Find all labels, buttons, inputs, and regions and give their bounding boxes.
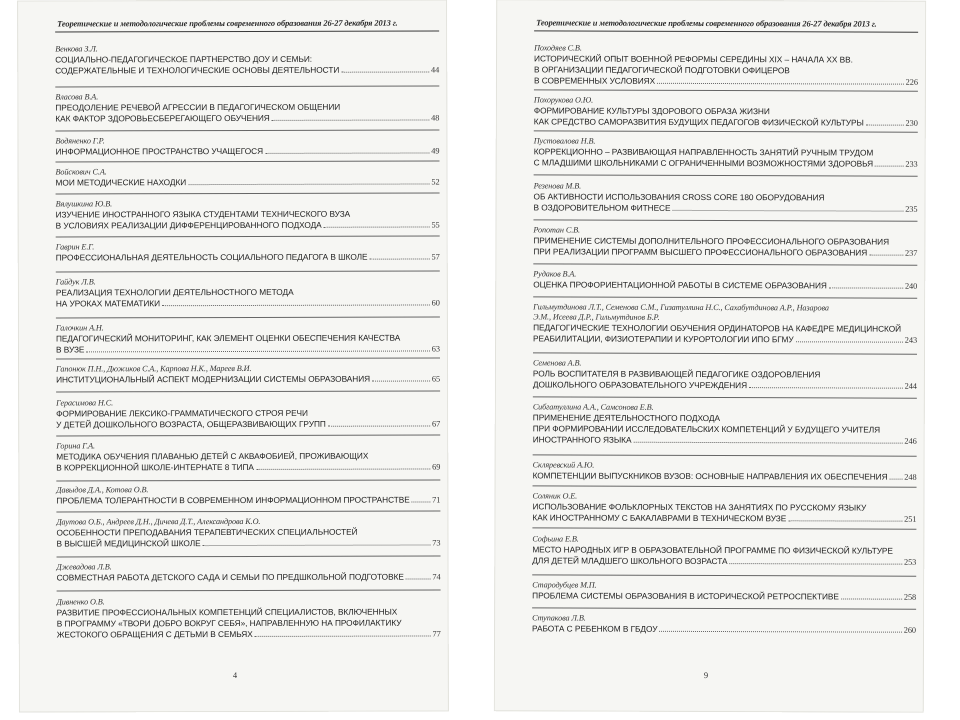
- entry-separator: [533, 352, 917, 354]
- entry-separator: [57, 555, 441, 557]
- entry-title-last-line: [534, 116, 918, 129]
- toc-entry: [56, 363, 440, 386]
- entry-separator: [55, 129, 439, 131]
- entry-separator: [534, 174, 918, 176]
- entry-title-line: ПРИМЕНЕНИЕ СИСТЕМЫ ДОПОЛНИТЕЛЬНОГО ПРОФЕССИОНАЛЬНОГО ОБРАЗОВАНИЯ: [533, 235, 890, 247]
- toc-entry: [56, 516, 440, 550]
- dot-leader: [255, 629, 431, 636]
- dot-leader: [341, 65, 429, 72]
- entry-separator: [532, 574, 916, 576]
- entry-title-last-line: [56, 537, 440, 550]
- entry-separator: [534, 130, 918, 132]
- entry-page-number: 52: [431, 177, 440, 187]
- entry-separator: [533, 219, 917, 221]
- entry-author: Водяненко Г.Р.: [55, 136, 105, 146]
- entry-title-line: МЕСТО НАРОДНЫХ ИГР В ОБРАЗОВАТЕЛЬНОЙ ПРОГРАММЕ ПО ФИЗИЧЕСКОЙ КУЛЬТУРЕ: [532, 544, 893, 556]
- entry-title-line: СОЦИАЛЬНО-ПЕДАГОГИЧЕСКОЕ ПАРТНЕРСТВО ДОУ И СЕМЬИ:: [55, 53, 313, 65]
- toc-entry: [57, 561, 441, 584]
- entry-separator: [55, 160, 439, 162]
- entry-page-number: 237: [905, 248, 918, 258]
- entry-separator: [532, 607, 916, 609]
- entry-title-last-line: [56, 176, 440, 189]
- entry-title-line: ПЕДАГОГИЧЕСКИЕ ТЕХНОЛОГИИ ОБУЧЕНИЯ ОРДИНАТОРОВ НА КАФЕДРЕ МЕДИЦИНСКОЙ: [533, 322, 902, 334]
- dot-leader: [788, 514, 902, 521]
- toc-entry: [532, 613, 916, 636]
- entry-title-last-line: [533, 246, 917, 259]
- entry-title-last-line: [57, 571, 441, 584]
- entry-title-line: КАК СРЕДСТВО САМОРАЗВИТИЯ БУДУЩИХ ПЕДАГОГОВ ФИЗИЧЕСКОЙ КУЛЬТУРЫ: [533, 116, 864, 128]
- entry-title-line: ФОРМИРОВАНИЕ ЛЕКСИКО-ГРАММАТИЧЕСКОГО СТРОЯ РЕЧИ: [56, 407, 308, 419]
- entry-author: Соляник О.Е.: [532, 491, 578, 501]
- entry-title-line: КАК ИНОСТРАННОМУ С БАКАЛАВРАМИ В ТЕХНИЧЕСКОМ ВУЗЕ: [532, 512, 787, 524]
- toc-entry: [55, 91, 439, 125]
- toc-entry: [532, 534, 916, 568]
- entry-page-number: 48: [431, 113, 440, 123]
- entry-title-line: КАК ФАКТОР ЗДОРОВЬЕСБЕРЕГАЮЩЕГО ОБУЧЕНИЯ: [55, 112, 270, 124]
- entry-page-number: 67: [431, 419, 441, 429]
- dot-leader: [272, 113, 429, 120]
- toc-entry: [57, 596, 441, 640]
- dot-leader: [412, 495, 430, 502]
- entry-title-last-line: [534, 157, 918, 170]
- entry-author: Резенова М.В.: [533, 181, 582, 191]
- entry-page-number: 240: [904, 281, 918, 291]
- entry-title-line: В УСЛОВИЯХ РЕАЛИЗАЦИИ ДИФФЕРЕНЦИРОВАННОГО ПОДХОДА: [55, 219, 322, 231]
- dot-leader: [406, 572, 431, 579]
- page-header: Теоретические и методологические проблемы современного образования 26-27 декабря 2013 г.: [536, 18, 877, 29]
- entry-title-last-line: [532, 623, 916, 636]
- entry-separator: [56, 510, 440, 512]
- entry-author: Ступакова Л.В.: [532, 613, 586, 623]
- toc-entry: [532, 491, 916, 525]
- entry-separator: [57, 589, 441, 591]
- dot-leader: [324, 220, 430, 227]
- entry-author: Гайдук Л.В.: [55, 277, 96, 287]
- entry-page-number: 260: [903, 625, 917, 635]
- entry-separator: [55, 85, 439, 87]
- toc-entry: [56, 322, 440, 356]
- entry-title-last-line: [533, 379, 917, 392]
- entry-author: Давыдов Д.А., Котова О.В.: [56, 485, 149, 495]
- toc-entry: [56, 198, 440, 232]
- dot-leader: [841, 592, 902, 599]
- entry-author: Дивненко О.В.: [56, 597, 105, 607]
- dot-leader: [203, 538, 431, 546]
- right-document-page: [494, 0, 926, 713]
- entry-title-last-line: [56, 461, 440, 474]
- entry-author: Горина Г.А.: [56, 441, 96, 451]
- entry-page-number: 230: [905, 118, 918, 128]
- toc-entry: [56, 166, 440, 189]
- entry-title-last-line: [57, 628, 441, 641]
- toc-entry: [533, 302, 917, 346]
- entry-page-number: 65: [431, 374, 441, 384]
- entry-author: Стародубцев М.П.: [532, 580, 597, 590]
- entry-title-line: В ВУЗЕ: [55, 344, 85, 355]
- toc-entry: [533, 460, 917, 483]
- entry-title-last-line: [56, 343, 440, 356]
- entry-title-line: РАБОТА С РЕБЕНКОМ В ГБДОУ: [532, 623, 658, 634]
- dot-leader: [829, 281, 903, 288]
- entry-author: Софьина Е.В.: [532, 534, 579, 544]
- entry-title-last-line: [56, 494, 440, 507]
- entry-page-number: 246: [904, 436, 917, 446]
- entry-title-line: НА УРОКАХ МАТЕМАТИКИ: [55, 297, 161, 309]
- entry-separator: [533, 296, 917, 298]
- entry-title-line: ЖЕСТОКОГО ОБРАЩЕНИЯ С ДЕТЬМИ В СЕМЬЯХ: [56, 628, 253, 640]
- entry-title-last-line: [533, 333, 917, 346]
- entry-author: Скляревский А.Ю.: [532, 460, 595, 470]
- entry-title-line: В ПРОГРАММУ «ТВОРИ ДОБРО ВОКРУГ СЕБЯ», НАПРАВЛЕННУЮ НА ПРОФИЛАКТИКУ: [56, 617, 402, 629]
- toc-entry: [533, 181, 917, 215]
- entry-title-line: В СОВРЕМЕННЫХ УСЛОВИЯХ: [533, 74, 656, 86]
- entry-author: Даутова О.Б., Андреев Д.Н., Дичева Д.Т., Александрова К.О.: [56, 516, 261, 527]
- entry-title-line: РАЗВИТИЕ ПРОФЕССИОНАЛЬНЫХ КОМПЕТЕНЦИЙ СПЕЦИАЛИСТОВ, ВКЛЮЧЕННЫХ: [56, 606, 398, 618]
- entry-title-last-line: [533, 202, 917, 215]
- entry-title-line: В ВЫСШЕЙ МЕДИЦИНСКОЙ ШКОЛЕ: [56, 537, 201, 549]
- entry-title-last-line: [55, 64, 439, 77]
- entry-title-line: В ОЗДОРОВИТЕЛЬНОМ ФИТНЕСЕ: [533, 202, 671, 213]
- toc-entry: [56, 397, 440, 431]
- entry-page-number: 55: [431, 220, 440, 230]
- entry-title-last-line: [56, 297, 440, 310]
- entry-page-number: 73: [432, 538, 441, 548]
- entry-title-line: ПРЕОДОЛЕНИЕ РЕЧЕВОЙ АГРЕССИИ В ПЕДАГОГИЧЕСКОМ ОБЩЕНИИ: [55, 101, 341, 113]
- entry-author: Джевадова Л.В.: [56, 562, 112, 572]
- entry-title-last-line: [532, 590, 916, 603]
- entry-author: Гапонюк П.Н., Дюжиков С.А., Карпова Н.К., Мареев В.И.: [56, 363, 252, 374]
- entry-page-number: 69: [432, 462, 441, 472]
- toc-entry: [532, 580, 916, 603]
- toc-entry: [56, 241, 440, 264]
- entry-title-line: МОИ МЕТОДИЧЕСКИЕ НАХОДКИ: [55, 177, 187, 188]
- toc-entry: [533, 358, 917, 392]
- entry-separator: [533, 485, 917, 487]
- dot-leader: [265, 146, 429, 153]
- entry-title-line: В КОРРЕКЦИОННОЙ ШКОЛЕ-ИНТЕРНАТЕ 8 ТИПА: [56, 461, 254, 473]
- entry-author: Войскович С.А.: [55, 167, 107, 177]
- entry-title-line: ОСОБЕННОСТИ ПРЕПОДАВАНИЯ ТЕРАПЕВТИЧЕСКИХ СПЕЦИАЛЬНОСТЕЙ: [56, 526, 358, 538]
- entry-separator: [56, 270, 440, 272]
- entry-title-line: ИНФОРМАЦИОННОЕ ПРОСТРАНСТВО УЧАЩЕГОСЯ: [55, 145, 264, 157]
- entry-author: Похорукова О.Ю.: [533, 95, 594, 105]
- entry-title-line: ОЦЕНКА ПРОФОРИЕНТАЦИОННОЙ РАБОТЫ В СИСТЕМЕ ОБРАЗОВАНИЯ: [533, 279, 827, 291]
- dot-leader: [659, 625, 901, 633]
- entry-title-last-line: [56, 219, 440, 232]
- toc-entry: [56, 440, 440, 474]
- entry-title-line: ПРИ РЕАЛИЗАЦИИ ПРОГРАММ ВЫСШЕГО ПРОФЕССИОНАЛЬНОГО ОБРАЗОВАНИЯ: [533, 246, 868, 258]
- toc-entry: [534, 95, 918, 129]
- entry-author: Гаврин Е.Г.: [55, 242, 95, 252]
- entry-title-line: В ОРГАНИЗАЦИИ ПЕДАГОГИЧЕСКОЙ ПОДГОТОВКИ ОФИЦЕРОВ: [533, 64, 790, 76]
- toc-entry: [533, 269, 917, 292]
- entry-title-line: ИНОСТРАННОГО ЯЗЫКА: [532, 433, 632, 445]
- toc-entry: [533, 225, 917, 259]
- entry-title-line: ПЕДАГОГИЧЕСКИЙ МОНИТОРИНГ, КАК ЭЛЕМЕНТ ОЦЕНКИ ОБЕСПЕЧЕНИЯ КАЧЕСТВА: [55, 332, 401, 344]
- entry-title-line: РЕАБИЛИТАЦИИ, ФИЗИОТЕРАПИИ И КУРОРТОЛОГИИ ИПО БГМУ: [533, 333, 794, 345]
- dot-leader: [633, 435, 902, 443]
- entry-page-number: 60: [431, 298, 440, 308]
- dot-leader: [869, 248, 903, 255]
- page-number: 9: [703, 669, 709, 680]
- entry-separator: [56, 434, 440, 436]
- entry-title-line: ИЗУЧЕНИЕ ИНОСТРАННОГО ЯЗЫКА СТУДЕНТАМИ ТЕХНИЧЕСКОГО ВУЗА: [55, 208, 351, 220]
- entry-title-last-line: [533, 434, 917, 447]
- entry-title-line: СОДЕРЖАТЕЛЬНЫЕ И ТЕХНОЛОГИЧЕСКИЕ ОСНОВЫ ДЕЯТЕЛЬНОСТИ: [55, 64, 340, 76]
- dot-leader: [875, 159, 903, 166]
- entry-separator: [56, 479, 440, 481]
- entry-title-last-line: [534, 75, 918, 88]
- entry-title-line: РОЛЬ ВОСПИТАТЕЛЯ В РАЗВИВАЮЩЕЙ ПЕДАГОГИКЕ ОЗДОРОВЛЕНИЯ: [532, 368, 821, 380]
- left-document-page: [17, 0, 449, 713]
- entry-author: Галочкин А.Н.: [55, 323, 104, 333]
- entry-separator: [533, 454, 917, 456]
- dot-leader: [162, 298, 430, 306]
- dot-leader: [796, 335, 903, 342]
- entry-title-line: С МЛАДШИМИ ШКОЛЬНИКАМИ С ОГРАНИЧЕННЫМИ ВОЗМОЖНОСТЯМИ ЗДОРОВЬЯ: [533, 157, 874, 169]
- dot-leader: [188, 177, 429, 185]
- entry-author: Сибгатуллина А.А., Самсонова Е.В.: [532, 402, 654, 412]
- header-rule: [534, 30, 918, 32]
- dot-leader: [86, 344, 429, 352]
- entry-separator: [534, 89, 918, 91]
- entry-title-line: ДЛЯ ДЕТЕЙ МЛАДШЕГО ШКОЛЬНОГО ВОЗРАСТА: [532, 555, 728, 566]
- entry-separator: [56, 192, 440, 194]
- entry-author: Герасимова Н.С.: [56, 398, 114, 408]
- dot-leader: [866, 118, 904, 125]
- page-header: Теоретические и методологические проблемы современного образования 26-27 декабря 2013 г.: [57, 18, 398, 29]
- entry-separator: [532, 527, 916, 529]
- entry-title-last-line: [56, 418, 440, 431]
- entry-title-last-line: [55, 112, 439, 125]
- dot-leader: [749, 381, 903, 389]
- entry-page-number: 71: [432, 495, 441, 505]
- toc-entry: [56, 276, 440, 310]
- entry-title-last-line: [55, 145, 439, 158]
- entry-title-line: ПРОБЛЕМА СИСТЕМЫ ОБРАЗОВАНИЯ В ИСТОРИЧЕСКОЙ РЕТРОСПЕКТИВЕ: [532, 590, 839, 602]
- dot-leader: [729, 557, 902, 565]
- toc-entry: [55, 43, 439, 77]
- entry-title-line: ДОШКОЛЬНОГО ОБРАЗОВАТЕЛЬНОГО УЧРЕЖДЕНИЯ: [532, 379, 748, 390]
- entry-author: Походяев С.В.: [534, 43, 582, 53]
- entry-separator: [56, 316, 440, 318]
- entry-title-line: КОМПЕТЕНЦИИ ВЫПУСКНИКОВ ВУЗОВ: ОСНОВНЫЕ НАПРАВЛЕНИЯ ИХ ОБЕСПЕЧЕНИЯ: [532, 470, 888, 482]
- entry-page-number: 244: [904, 381, 917, 391]
- entry-page-number: 226: [905, 77, 918, 87]
- dot-leader: [372, 374, 430, 381]
- entry-page-number: 74: [432, 572, 441, 582]
- toc-entry: [534, 43, 918, 88]
- entry-title-line: ИСПОЛЬЗОВАНИЕ ФОЛЬКЛОРНЫХ ТЕКСТОВ НА ЗАНЯТИЯХ ПО РУССКОМУ ЯЗЫКУ: [532, 501, 867, 513]
- dot-leader: [328, 419, 430, 426]
- entry-title-line: ПРИ ФОРМИРОВАНИИ ИССЛЕДОВАТЕЛЬСКИХ КОМПЕТЕНЦИЙ У БУДУЩЕГО УЧИТЕЛЯ: [532, 423, 881, 435]
- entry-page-number: 258: [903, 592, 917, 602]
- dot-leader: [657, 76, 904, 84]
- entry-separator: [533, 396, 917, 398]
- entry-author: Семенова А.В.: [532, 358, 582, 368]
- entry-page-number: 233: [905, 159, 918, 169]
- entry-page-number: 243: [904, 335, 918, 345]
- entry-title-line: СОВМЕСТНАЯ РАБОТА ДЕТСКОГО САДА И СЕМЬИ ПО ПРЕДШКОЛЬНОЙ ПОДГОТОВКЕ: [56, 571, 404, 583]
- dot-leader: [256, 462, 430, 469]
- entry-title-line: ПРИМЕНЕНИЕ ДЕЯТЕЛЬНОСТНОГО ПОДХОДА: [532, 412, 720, 424]
- entry-author: Гильмутдинова Л.Т., Семенова С.М., Гизатуллина Н.С., Сахабутдинова А.Р., Назарова: [533, 302, 829, 313]
- entry-author: Власова В.А.: [55, 92, 99, 102]
- header-rule: [55, 30, 439, 32]
- entry-title-line: РЕАЛИЗАЦИЯ ТЕХНОЛОГИИ ДЕЯТЕЛЬНОСТНОГО МЕТОДА: [55, 286, 294, 298]
- entry-page-number: 248: [904, 472, 917, 482]
- entry-title-line: ПРОБЛЕМА ТОЛЕРАНТНОСТИ В СОВРЕМЕННОМ ИНФОРМАЦИОННОМ ПРОСТРАНСТВЕ: [56, 494, 410, 506]
- entry-title-last-line: [56, 251, 440, 264]
- entry-author: Рудаков В.А.: [533, 269, 577, 279]
- entry-page-number: 253: [903, 557, 917, 567]
- entry-title-last-line: [533, 470, 917, 483]
- entry-author-continued: Э.М., Исеева Д.Р., Гильмутдинов Б.Р.: [533, 312, 660, 322]
- entry-page-number: 49: [431, 146, 440, 156]
- entry-title-line: ПРОФЕССИОНАЛЬНАЯ ДЕЯТЕЛЬНОСТЬ СОЦИАЛЬНОГО ПЕДАГОГА В ШКОЛЕ: [55, 251, 368, 263]
- entry-title-line: У ДЕТЕЙ ДОШКОЛЬНОГО ВОЗРАСТА, ОБЩЕРАЗВИВАЮЩИХ ГРУПП: [56, 418, 326, 430]
- entry-title-last-line: [532, 512, 916, 525]
- page-number: 4: [232, 669, 238, 681]
- toc-entry: [533, 402, 917, 447]
- entry-title-last-line: [56, 373, 440, 386]
- entry-author: Вялушкина Ю.В.: [55, 199, 113, 209]
- entry-page-number: 77: [432, 629, 441, 639]
- toc-entry: [56, 484, 440, 507]
- entry-author: Ропотан С.В.: [533, 225, 581, 235]
- entry-separator: [56, 235, 440, 237]
- entry-title-line: ИНСТИТУЦИОНАЛЬНЫЙ АСПЕКТ МОДЕРНИЗАЦИИ СИСТЕМЫ ОБРАЗОВАНИЯ: [56, 373, 371, 385]
- entry-title-line: ИСТОРИЧЕСКИЙ ОПЫТ ВОЕННОЙ РЕФОРМЫ СЕРЕДИНЫ XIX – НАЧАЛА XX ВВ.: [534, 53, 853, 65]
- entry-title-last-line: [532, 555, 916, 568]
- entry-separator: [56, 390, 440, 392]
- entry-title-line: МЕТОДИКА ОБУЧЕНИЯ ПЛАВАНЬЮ ДЕТЕЙ С АКВАФОБИЕЙ, ПРОЖИВАЮЩИХ: [56, 450, 369, 462]
- entry-page-number: 44: [431, 65, 440, 75]
- entry-title-line: ОБ АКТИВНОСТИ ИСПОЛЬЗОВАНИЯ CROSS CORE 180 ОБОРУДОВАНИЯ: [533, 191, 825, 203]
- dot-leader: [370, 252, 430, 259]
- entry-separator: [533, 263, 917, 265]
- entry-author: Венкова З.Л.: [55, 44, 98, 54]
- entry-author: Пустовалова Н.В.: [533, 136, 596, 146]
- toc-entry: [534, 136, 918, 170]
- entry-page-number: 63: [431, 344, 440, 354]
- dot-leader: [890, 473, 903, 480]
- entry-title-line: ФОРМИРОВАНИЕ КУЛЬТУРЫ ЗДОРОВОГО ОБРАЗА ЖИЗНИ: [533, 105, 770, 117]
- entry-separator: [56, 357, 440, 359]
- entry-title-line: КОРРЕКЦИОННО – РАЗВИВАЮЩАЯ НАПРАВЛЕННОСТЬ ЗАНЯТИЙ РУЧНЫМ ТРУДОМ: [533, 146, 874, 158]
- entry-title-last-line: [533, 279, 917, 292]
- entry-page-number: 235: [905, 204, 918, 214]
- dot-leader: [672, 204, 903, 212]
- entry-page-number: 251: [904, 514, 917, 524]
- entry-page-number: 57: [431, 252, 440, 262]
- toc-entry: [55, 135, 439, 158]
